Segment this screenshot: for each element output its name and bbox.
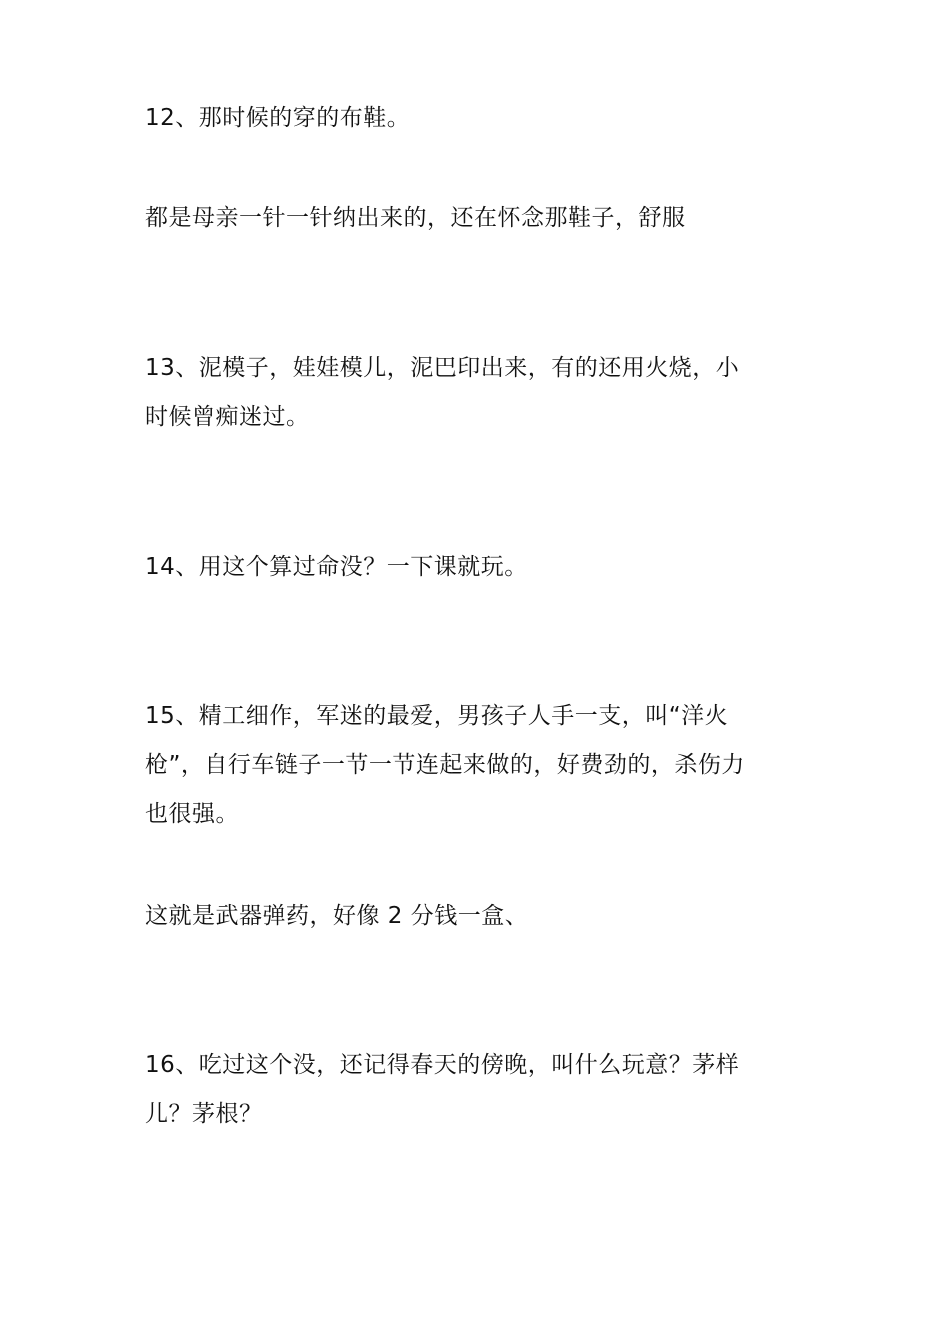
text-line: 15、精工细作，军迷的最爱，男孩子人手一支，叫“洋火	[145, 703, 729, 729]
text-line: 13、泥模子，娃娃模儿，泥巴印出来，有的还用火烧，小	[145, 355, 740, 381]
text-line: 这就是武器弹药，好像 2 分钱一盒、	[145, 903, 529, 929]
text-line: 枪”，自行车链子一节一节连起来做的，好费劲的，杀伤力	[145, 752, 745, 778]
text-line: 都是母亲一针一针纳出来的，还在怀念那鞋子，舒服	[145, 205, 686, 231]
paragraph-15-note	[145, 892, 795, 941]
paragraph-12-title	[145, 94, 795, 143]
text-line: 也很强。	[145, 801, 239, 827]
paragraph-13	[145, 344, 795, 442]
text-line: 12、那时候的穿的布鞋。	[145, 105, 411, 131]
text-line: 时候曾痴迷过。	[145, 404, 310, 430]
paragraph-15	[145, 692, 795, 839]
text-line: 16、吃过这个没，还记得春天的傍晚，叫什么玩意？茅样	[145, 1052, 740, 1078]
paragraph-12-body	[145, 194, 795, 243]
paragraph-16	[145, 1041, 795, 1139]
paragraph-14	[145, 543, 795, 592]
text-line: 14、用这个算过命没？一下课就玩。	[145, 554, 528, 580]
text-line: 儿？茅根？	[145, 1101, 263, 1127]
